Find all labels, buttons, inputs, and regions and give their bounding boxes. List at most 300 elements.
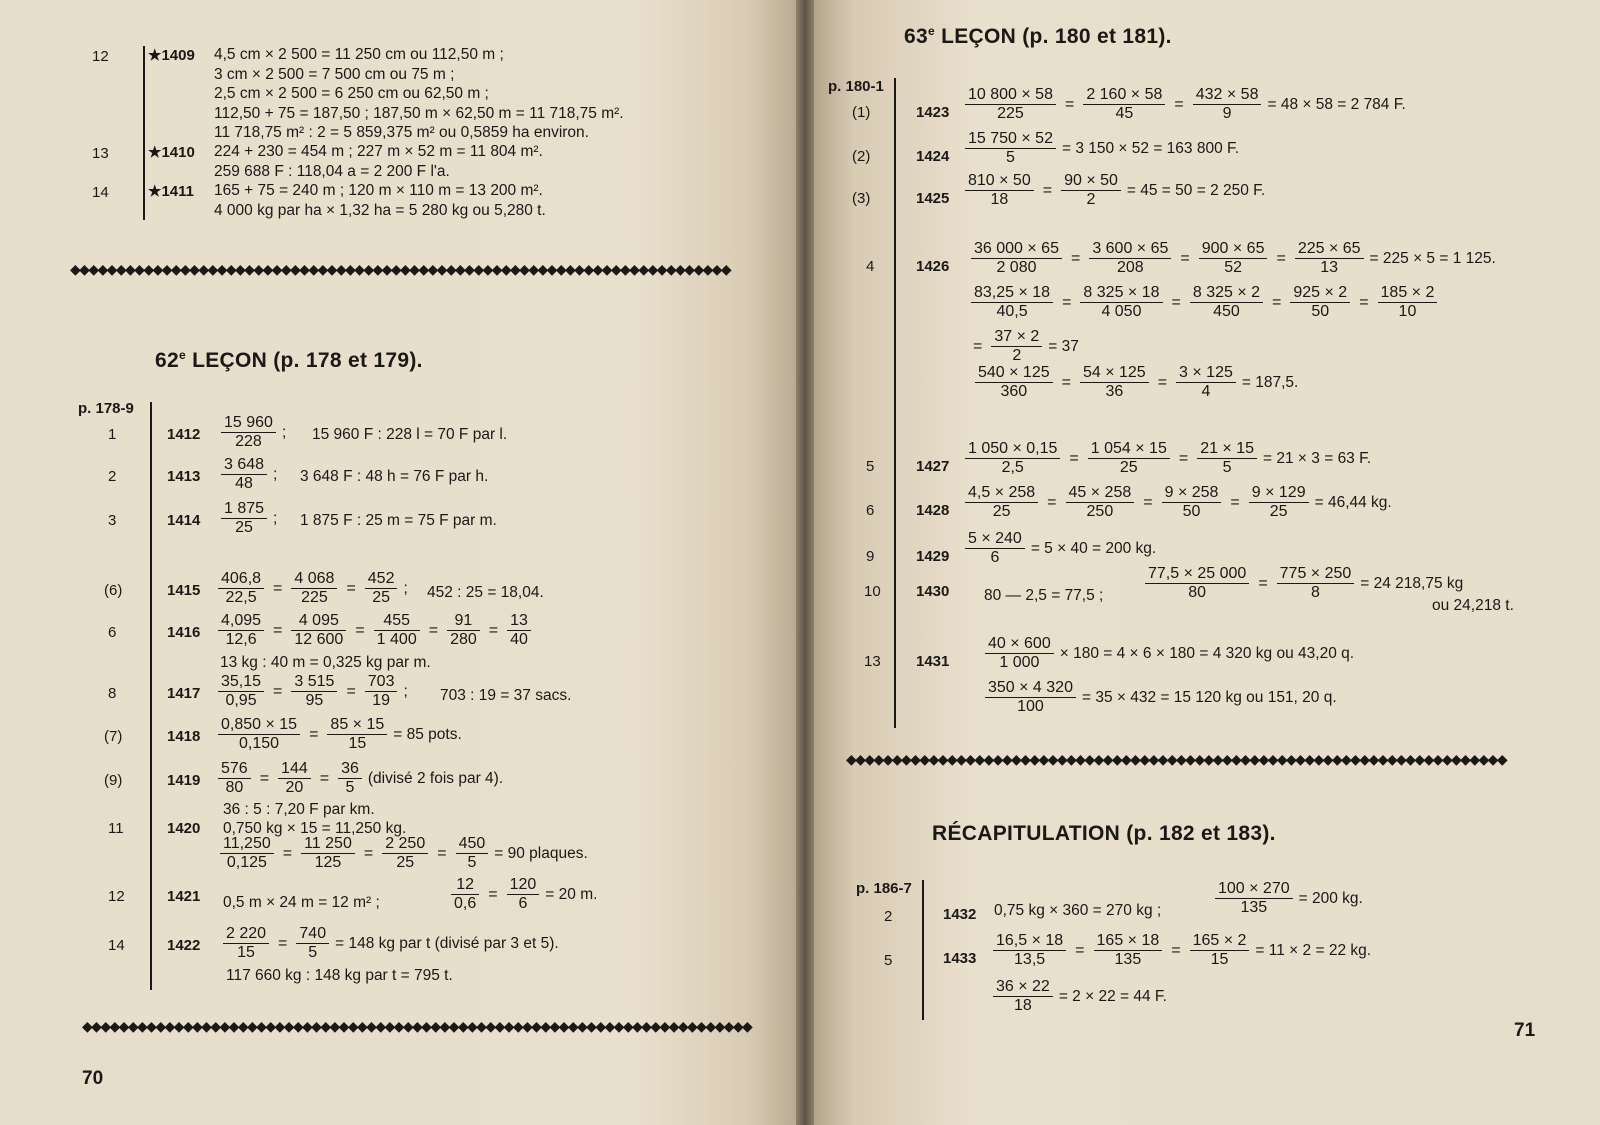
equation-line <box>220 456 277 493</box>
denominator: 5 <box>345 779 355 796</box>
denominator: 208 <box>1117 259 1144 276</box>
denominator: 12,6 <box>225 631 257 648</box>
equation-line <box>217 673 408 710</box>
exercise-number: (1) <box>852 104 871 121</box>
exercise-number: 13 <box>92 145 109 162</box>
equation-line <box>974 364 1298 401</box>
problem-id: 1425 <box>916 190 950 207</box>
denominator: 15 <box>237 944 255 961</box>
fraction <box>220 835 274 872</box>
equation-line <box>217 612 532 649</box>
equation-text: = 85 pots. <box>393 725 462 743</box>
solution-line: 259 688 F : 118,04 a = 2 200 F l'a. <box>214 162 450 180</box>
fraction <box>338 760 362 797</box>
equation-text: ; <box>403 682 408 700</box>
problem-id: 1415 <box>167 582 201 599</box>
lesson-heading: LEÇON (p. 178 et 179). <box>185 349 423 372</box>
denominator: 22,5 <box>225 589 257 606</box>
exercise-number: 5 <box>884 952 893 969</box>
problem-id: 1432 <box>943 906 977 923</box>
numerator: 11 250 <box>301 835 355 854</box>
numerator: 455 <box>374 612 420 631</box>
numerator: 1 875 <box>221 500 267 519</box>
numerator: 4,095 <box>218 612 264 631</box>
numerator: 4 068 <box>291 570 337 589</box>
solution-text: 0,5 m × 24 m = 12 m² ; <box>223 894 380 911</box>
numerator: 350 × 4 320 <box>985 679 1076 698</box>
solution-text: 3 648 F : 48 h = 76 F par h. <box>300 468 489 485</box>
fraction <box>218 716 300 753</box>
denominator: 80 <box>1188 584 1207 601</box>
equation-line <box>217 760 503 797</box>
fraction <box>218 612 264 649</box>
equation-line <box>970 284 1438 321</box>
fraction <box>221 456 267 493</box>
numerator: 452 <box>365 570 398 589</box>
numerator: 5 × 240 <box>965 530 1025 549</box>
recap-title: RÉCAPITULATION (p. 182 et 183). <box>932 822 1276 845</box>
fraction <box>296 925 329 962</box>
numerator: 1 050 × 0,15 <box>965 440 1060 459</box>
equation-line <box>964 172 1265 209</box>
fraction <box>507 876 540 913</box>
denominator: 25 <box>992 503 1011 520</box>
lesson-ordinal: e <box>178 348 186 362</box>
equation-line <box>964 530 1156 567</box>
fraction <box>507 612 531 649</box>
fraction <box>965 484 1038 521</box>
solution-line: 4,5 cm × 2 500 = 11 250 cm ou 112,50 m ; <box>214 46 504 63</box>
equation-text: ; <box>273 509 278 527</box>
denominator: 50 <box>1311 303 1330 320</box>
fraction <box>1197 440 1257 477</box>
equation-text: × 180 = 4 × 6 × 180 = 4 320 kg ou 43,20 q. <box>1059 644 1355 662</box>
equation-text: = 35 × 432 = 15 120 kg ou 151, 20 q. <box>1081 688 1337 706</box>
numerator: 8 325 × 18 <box>1080 284 1162 303</box>
page-reference: p. 180-1 <box>828 78 884 95</box>
equals-sign: = <box>1174 95 1184 113</box>
denominator: 12 600 <box>294 631 344 648</box>
fraction <box>301 835 355 872</box>
numerator: 576 <box>218 760 251 779</box>
equals-sign: = <box>1064 95 1075 113</box>
fraction <box>1290 284 1350 321</box>
solution-text: 0,75 kg × 360 = 270 kg ; <box>994 902 1162 919</box>
fraction <box>1215 880 1293 917</box>
denominator: 2 <box>1012 347 1022 364</box>
numerator: 9 × 258 <box>1162 484 1222 503</box>
exercise-number: 14 <box>92 184 109 201</box>
denominator: 280 <box>450 631 477 648</box>
solution-line: 224 + 230 = 454 m ; 227 m × 52 m = 11 804 m². <box>214 143 543 160</box>
exercise-number: (3) <box>852 190 871 207</box>
fraction <box>223 925 269 962</box>
equals-sign: = <box>259 769 270 787</box>
fraction <box>278 760 311 797</box>
page-number: 71 <box>1514 1020 1536 1041</box>
equals-sign: = <box>1178 449 1189 467</box>
denominator: 20 <box>285 779 304 796</box>
problem-id: 1416 <box>167 624 201 641</box>
right-page <box>814 0 1600 1125</box>
equals-sign: = <box>488 885 498 903</box>
fraction <box>291 673 337 710</box>
fraction <box>965 86 1056 123</box>
page-number: 70 <box>82 1068 104 1089</box>
numerator: 10 800 × 58 <box>965 86 1056 105</box>
equation-text: = 37 <box>1048 337 1079 355</box>
problem-id: ★1410 <box>148 144 195 161</box>
problem-id: 1428 <box>916 502 950 519</box>
numerator: 740 <box>296 925 329 944</box>
equation-line <box>450 876 597 913</box>
equals-sign: = <box>1171 941 1181 959</box>
problem-id: 1417 <box>167 685 201 702</box>
exercise-number: 9 <box>866 548 875 565</box>
fraction <box>327 716 387 753</box>
fraction <box>1277 565 1355 602</box>
denominator: 0,125 <box>226 854 267 871</box>
solution-line: 3 cm × 2 500 = 7 500 cm ou 75 m ; <box>214 65 455 83</box>
denominator: 18 <box>1014 997 1032 1014</box>
exercise-number: 6 <box>866 502 875 519</box>
fraction <box>1083 86 1165 123</box>
equation-line <box>992 978 1167 1015</box>
numerator: 540 × 125 <box>975 364 1053 383</box>
equation-text: = 187,5. <box>1241 373 1299 391</box>
lesson-ordinal: e <box>927 24 935 38</box>
numerator: 144 <box>278 760 311 779</box>
equation-line <box>220 414 286 451</box>
denominator: 5 <box>308 944 318 961</box>
numerator: 225 × 65 <box>1295 240 1364 259</box>
equation-text: = 200 kg. <box>1298 889 1363 907</box>
equals-sign: = <box>973 337 983 355</box>
entry-rule <box>150 402 152 990</box>
solution-text: 0,750 kg × 15 = 11,250 kg. <box>223 820 407 837</box>
denominator: 15 <box>1210 951 1229 968</box>
equation-line <box>220 500 277 537</box>
equation-line <box>219 835 588 872</box>
numerator: 810 × 50 <box>965 172 1034 191</box>
denominator: 25 <box>396 854 415 871</box>
equals-sign: = <box>1359 293 1369 311</box>
fraction <box>993 978 1053 1015</box>
equals-sign: = <box>1258 574 1268 592</box>
denominator: 135 <box>1114 951 1142 968</box>
fraction <box>218 570 264 607</box>
denominator: 4 <box>1201 383 1211 400</box>
numerator: 83,25 × 18 <box>971 284 1053 303</box>
equals-sign: = <box>1070 249 1081 267</box>
left-page <box>0 0 796 1125</box>
denominator: 40 <box>510 631 528 648</box>
entry-rule <box>143 46 145 220</box>
denominator: 9 <box>1222 105 1232 122</box>
exercise-number: (9) <box>104 772 123 789</box>
fraction <box>1080 364 1149 401</box>
fraction <box>1378 284 1438 321</box>
denominator: 25 <box>372 589 391 606</box>
book-gutter <box>796 0 814 1125</box>
lesson-title <box>155 348 423 373</box>
numerator: 90 × 50 <box>1061 172 1121 191</box>
denominator: 50 <box>1182 503 1201 520</box>
equals-sign: = <box>1276 249 1286 267</box>
equation-text: = 90 plaques. <box>494 844 588 862</box>
fraction <box>1295 240 1364 277</box>
fraction <box>218 673 264 710</box>
denominator: 6 <box>990 549 1000 566</box>
numerator: 15 960 <box>221 414 276 433</box>
fraction <box>965 172 1034 209</box>
equals-sign: = <box>1075 941 1085 959</box>
equation-text: = 20 m. <box>545 885 598 903</box>
equation-line <box>1144 565 1463 602</box>
exercise-number: 10 <box>864 583 881 600</box>
denominator: 25 <box>1119 459 1138 476</box>
exercise-number: (2) <box>852 148 871 165</box>
equation-text: ; <box>273 465 278 483</box>
equation-line <box>964 440 1371 477</box>
solution-text: 15 960 F : 228 l = 70 F par l. <box>312 426 508 443</box>
denominator: 250 <box>1086 503 1114 520</box>
equals-sign: = <box>1272 293 1282 311</box>
exercise-number: 11 <box>108 820 124 837</box>
problem-id: 1430 <box>916 583 950 600</box>
numerator: 13 <box>507 612 531 631</box>
exercise-number: 5 <box>866 458 875 475</box>
equals-sign: = <box>346 682 356 700</box>
lesson-number: 62 <box>155 349 179 372</box>
equals-sign: = <box>428 621 439 639</box>
equals-sign: = <box>355 621 365 639</box>
denominator: 225 <box>997 105 1024 122</box>
fraction <box>965 440 1060 477</box>
numerator: 35,15 <box>218 673 264 692</box>
problem-id: 1420 <box>167 820 201 837</box>
equals-sign: = <box>346 579 356 597</box>
denominator: 450 <box>1213 303 1240 320</box>
equals-sign: = <box>488 621 499 639</box>
entry-rule <box>922 880 924 1020</box>
equals-sign: = <box>282 844 293 862</box>
exercise-number: 12 <box>92 48 109 65</box>
fraction <box>1199 240 1268 277</box>
equation-text: = 3 150 × 52 = 163 800 F. <box>1061 139 1240 157</box>
equals-sign: = <box>1069 449 1079 467</box>
denominator: 95 <box>305 692 324 709</box>
numerator: 36 × 22 <box>993 978 1053 997</box>
fraction <box>291 570 337 607</box>
equals-sign: = <box>273 682 283 700</box>
numerator: 450 <box>456 835 489 854</box>
fraction <box>1176 364 1236 401</box>
solution-text: ou 24,218 t. <box>1432 597 1514 614</box>
equals-sign: = <box>1157 373 1168 391</box>
lesson-heading: LEÇON (p. 180 et 181). <box>934 25 1172 48</box>
fraction <box>365 673 398 710</box>
problem-id: 1418 <box>167 728 201 745</box>
lesson-title <box>904 24 1172 49</box>
fraction <box>993 932 1066 969</box>
fraction <box>451 876 479 913</box>
exercise-number: (6) <box>104 582 123 599</box>
exercise-number: 14 <box>108 937 125 954</box>
fraction <box>1066 484 1135 521</box>
fraction <box>1162 484 1222 521</box>
problem-id: ★1411 <box>148 183 194 200</box>
denominator: 40,5 <box>996 303 1028 320</box>
fraction <box>1080 284 1162 321</box>
solution-text: 36 : 5 : 7,20 F par km. <box>223 801 375 818</box>
equals-sign: = <box>1061 373 1071 391</box>
denominator: 0,95 <box>225 692 257 709</box>
lesson-number: 63 <box>904 25 928 48</box>
equals-sign: = <box>273 579 283 597</box>
exercise-number: 2 <box>884 908 893 925</box>
problem-id: 1429 <box>916 548 950 565</box>
fraction <box>1089 240 1171 277</box>
denominator: 135 <box>1240 899 1268 916</box>
denominator: 2,5 <box>1001 459 1024 476</box>
solution-text: 80 — 2,5 = 77,5 ; <box>984 587 1104 604</box>
numerator: 4 095 <box>291 612 346 631</box>
numerator: 0,850 × 15 <box>218 716 300 735</box>
equation-line <box>964 86 1406 123</box>
problem-id: 1414 <box>167 512 201 529</box>
numerator: 91 <box>447 612 480 631</box>
denominator: 80 <box>225 779 244 796</box>
solution-text: 13 kg : 40 m = 0,325 kg par m. <box>220 654 431 671</box>
numerator: 15 750 × 52 <box>965 130 1056 149</box>
fraction <box>1061 172 1121 209</box>
denominator: 5 <box>467 854 477 871</box>
numerator: 406,8 <box>218 570 264 589</box>
fraction <box>971 240 1062 277</box>
exercise-number: 3 <box>108 512 117 529</box>
numerator: 432 × 58 <box>1193 86 1262 105</box>
numerator: 120 <box>507 876 540 895</box>
denominator: 5 <box>1006 149 1015 166</box>
problem-id: 1413 <box>167 468 201 485</box>
numerator: 21 × 15 <box>1197 440 1257 459</box>
numerator: 54 × 125 <box>1080 364 1149 383</box>
equation-line <box>964 484 1392 521</box>
fraction <box>985 679 1076 716</box>
solution-line: 165 + 75 = 240 m ; 120 m × 110 m = 13 200 m². <box>214 182 543 199</box>
exercise-number: (7) <box>104 728 123 745</box>
exercise-number: 6 <box>108 624 117 641</box>
equals-sign: = <box>1042 181 1053 199</box>
denominator: 36 <box>1105 383 1124 400</box>
denominator: 225 <box>301 589 328 606</box>
fraction <box>374 612 420 649</box>
page-reference: p. 178-9 <box>78 400 134 417</box>
page-reference: p. 186-7 <box>856 880 912 897</box>
exercise-number: 8 <box>108 685 117 702</box>
denominator: 25 <box>235 519 253 536</box>
equation-text: = 46,44 kg. <box>1314 493 1392 511</box>
fraction <box>965 130 1056 167</box>
fraction <box>365 570 398 607</box>
numerator: 185 × 2 <box>1378 284 1438 303</box>
problem-id: 1426 <box>916 258 950 275</box>
exercise-number: 13 <box>864 653 881 670</box>
fraction <box>1094 932 1163 969</box>
equals-sign: = <box>278 934 288 952</box>
numerator: 9 × 129 <box>1249 484 1309 503</box>
denominator: 228 <box>235 433 262 450</box>
equation-text: = 45 = 50 = 2 250 F. <box>1126 181 1266 199</box>
numerator: 165 × 2 <box>1190 932 1250 951</box>
numerator: 36 000 × 65 <box>971 240 1062 259</box>
equation-text: ; <box>403 579 408 597</box>
equals-sign: = <box>1230 493 1240 511</box>
solution-line: 112,50 + 75 = 187,50 ; 187,50 m × 62,50 m = 11 718,75 m². <box>214 104 624 122</box>
denominator: 2 080 <box>996 259 1037 276</box>
denominator: 360 <box>1000 383 1028 400</box>
exercise-number: 4 <box>866 258 875 275</box>
equation-text: = 21 × 3 = 63 F. <box>1263 449 1372 467</box>
diamond-separator: ◆◆◆◆◆◆◆◆◆◆◆◆◆◆◆◆◆◆◆◆◆◆◆◆◆◆◆◆◆◆◆◆◆◆◆◆◆◆◆◆◆◆◆◆◆◆◆◆◆◆◆◆◆◆◆◆◆◆◆◆◆◆◆◆◆◆◆◆◆◆◆◆ <box>846 752 1506 766</box>
numerator: 925 × 2 <box>1290 284 1350 303</box>
denominator: 13,5 <box>1014 951 1046 968</box>
numerator: 775 × 250 <box>1277 565 1355 584</box>
denominator: 0,150 <box>239 735 280 752</box>
equation-text: = 5 × 40 = 200 kg. <box>1030 539 1157 557</box>
equals-sign: = <box>1180 249 1190 267</box>
equation-line <box>222 925 559 962</box>
fraction <box>382 835 428 872</box>
numerator: 1 054 × 15 <box>1088 440 1170 459</box>
equals-sign: = <box>309 725 319 743</box>
exercise-number: 1 <box>108 426 117 443</box>
fraction <box>991 328 1042 365</box>
denominator: 18 <box>990 191 1009 208</box>
denominator: 15 <box>348 735 367 752</box>
problem-id: 1424 <box>916 148 950 165</box>
equation-line <box>970 328 1079 365</box>
problem-id: 1433 <box>943 950 977 967</box>
denominator: 8 <box>1311 584 1320 601</box>
solution-text: 703 : 19 = 37 sacs. <box>440 687 572 704</box>
problem-id: 1431 <box>916 653 950 670</box>
equals-sign: = <box>1143 493 1153 511</box>
fraction <box>1190 284 1263 321</box>
numerator: 2 220 <box>223 925 269 944</box>
numerator: 77,5 × 25 000 <box>1145 565 1249 584</box>
fraction <box>1190 932 1250 969</box>
solution-line: 11 718,75 m² : 2 = 5 859,375 m² ou 0,5859 ha environ. <box>214 124 589 141</box>
diamond-separator: ◆◆◆◆◆◆◆◆◆◆◆◆◆◆◆◆◆◆◆◆◆◆◆◆◆◆◆◆◆◆◆◆◆◆◆◆◆◆◆◆◆◆◆◆◆◆◆◆◆◆◆◆◆◆◆◆◆◆◆◆◆◆◆◆◆◆◆◆◆◆◆◆◆ <box>82 1019 752 1033</box>
denominator: 4 050 <box>1101 303 1142 320</box>
problem-id: 1421 <box>167 888 201 905</box>
numerator: 2 250 <box>382 835 428 854</box>
fraction <box>1088 440 1170 477</box>
denominator: 25 <box>1269 503 1288 520</box>
denominator: 100 <box>1017 698 1044 715</box>
solution-line: 4 000 kg par ha × 1,32 ha = 5 280 kg ou 5,280 t. <box>214 201 546 219</box>
denominator: 125 <box>314 854 342 871</box>
denominator: 45 <box>1115 105 1134 122</box>
equation-text: = 148 kg par t (divisé par 3 et 5). <box>335 934 559 952</box>
equation-text: (divisé 2 fois par 4). <box>367 769 504 787</box>
denominator: 6 <box>518 895 528 912</box>
equation-line <box>970 240 1496 277</box>
fraction <box>1193 86 1262 123</box>
equation-line <box>992 932 1371 969</box>
